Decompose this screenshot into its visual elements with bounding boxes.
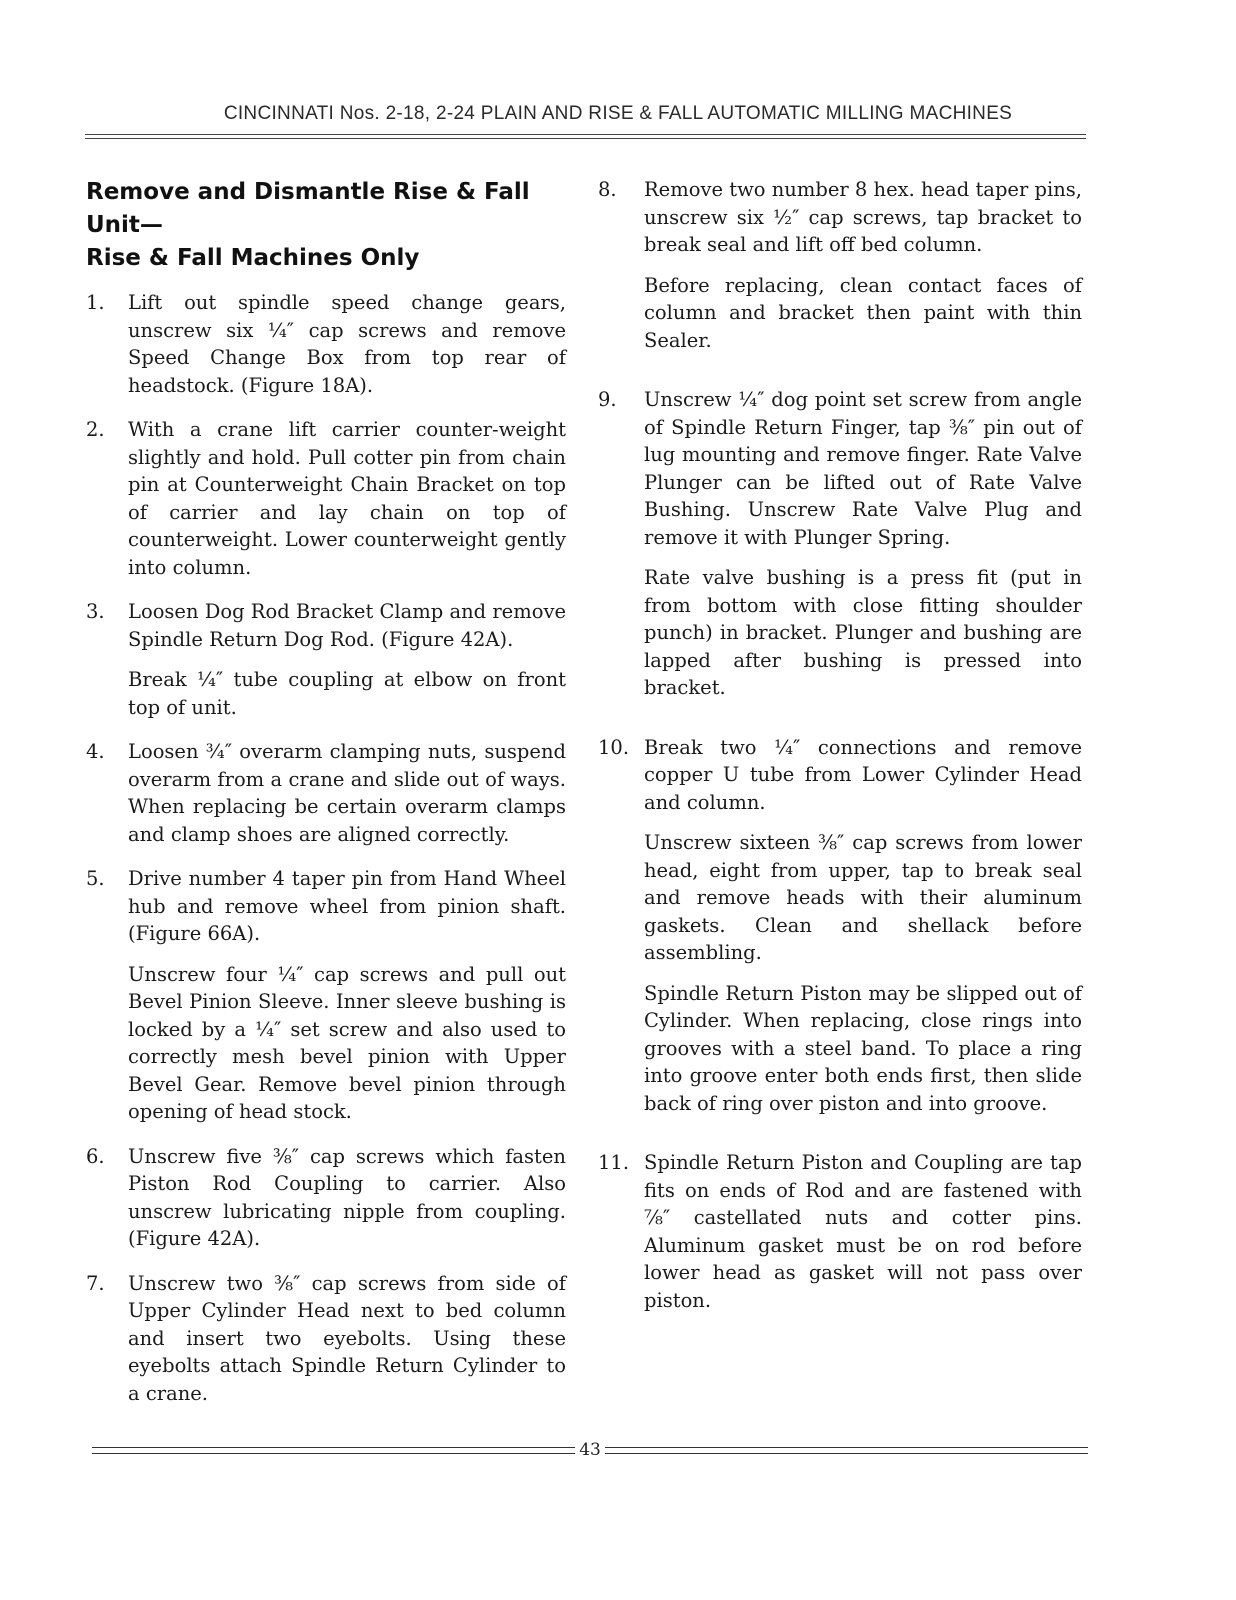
step-text: Remove two number 8 hex. head taper pins, unscrew six ½″ cap screws, tap bracket to break seal and lift off bed column. [644,178,1082,256]
step-10 [598,734,1082,1118]
right-column [598,176,1082,1331]
step-number: 6. [86,1144,105,1168]
section-title-line-1: Remove and Dismantle Rise & Fall Unit— [86,179,530,238]
step-text: With a crane lift carrier counter-weight slightly and hold. Pull cotter pin from chain pin at Counterweight Chain Bracket on top of carrier and lay chain on top of counterweight. Lower counterweight gently into column. [128,418,566,579]
step-number: 10. [598,735,630,759]
step-text: Unscrew five ⅜″ cap screws which fasten Piston Rod Coupling to carrier. Also unscrew lubricating nipple from coupling. (Figure 42A). [128,1144,566,1250]
step-2 [86,416,566,581]
step-number: 7. [86,1271,105,1295]
step-9 [598,386,1082,702]
step-note: Break ¼″ tube coupling at elbow on front top of unit. [128,668,566,719]
step-1 [86,289,566,399]
step-6 [86,1143,566,1253]
footer-rule-left [92,1447,575,1454]
step-note: Before replacing, clean contact faces of column and bracket then paint with thin Sealer. [644,273,1082,352]
step-text: Unscrew two ⅜″ cap screws from side of Upper Cylinder Head next to bed column and insert two eyebolts. Using these eyebolts attach Spindle Return Cylinder to a crane. [128,1271,566,1405]
footer-rule-right [605,1447,1088,1454]
step-text: Break two ¼″ connections and remove copper U tube from Lower Cylinder Head and column. [644,735,1082,814]
step-3 [86,598,566,721]
page-footer [92,1440,1088,1460]
section-title-line-2: Rise & Fall Machines Only [86,245,420,271]
step-number: 4. [86,740,105,763]
step-note: Rate valve bushing is a press fit (put in from bottom with close fitting shoulder punch) in bracket. Plunger and bushing are lapped after bushing is pressed into bracket. [644,566,1082,699]
step-7 [86,1270,566,1408]
step-11 [598,1149,1082,1314]
step-number: 5. [86,867,105,890]
step-4 [86,738,566,848]
step-number: 8. [598,178,617,201]
step-number: 11. [598,1151,630,1174]
step-text: Lift out spindle speed change gears, unscrew six ¼″ cap screws and remove Speed Change Box from top rear of headstock. (Figure 18A). [128,291,566,397]
page-number: 43 [579,1440,601,1460]
step-note: Spindle Return Piston may be slipped out of Cylinder. When replacing, close rings into grooves with a steel band. To place a ring into groove enter both ends first, then slide back of ring over piston and into groove. [644,981,1082,1115]
step-number: 3. [86,600,105,623]
step-text: Spindle Return Piston and Coupling are tap fits on ends of Rod and are fastened with ⅞″ castellated nuts and cotter pins. Aluminum gasket must be on rod before lower head as gasket will not pass over piston. [644,1151,1082,1312]
left-column [86,176,566,1424]
step-text: Unscrew ¼″ dog point set screw from angle of Spindle Return Finger, tap ⅜″ pin out of lug mounting and remove finger. Rate Valve Plunger can be lifted out of Rate Valve Bushing. Unscrew Rate Valve Plug and remove it with Plunger Spring. [644,388,1082,549]
step-number: 9. [598,388,617,411]
step-number: 2. [86,418,105,441]
step-note: Unscrew sixteen ⅜″ cap screws from lower head, eight from upper, tap to break seal and remove heads with their aluminum gaskets. Clean and shellack before assembling. [644,831,1082,964]
header-rule [85,134,1086,135]
running-head: CINCINNATI Nos. 2-18, 2-24 PLAIN AND RISE & FALL AUTOMATIC MILLING MACHINES [223,103,1013,124]
step-note: Unscrew four ¼″ cap screws and pull out Bevel Pinion Sleeve. Inner sleeve bushing is locked by a ¼″ set screw and also used to correctly mesh bevel pinion with Upper Bevel Gear. Remove bevel pinion through opening of head stock. [128,962,566,1123]
step-8 [598,176,1082,354]
step-text: Loosen ¾″ overarm clamping nuts, suspend overarm from a crane and slide out of ways. When replacing be certain overarm clamps and clamp shoes are aligned correctly. [128,740,566,846]
step-text: Drive number 4 taper pin from Hand Wheel hub and remove wheel from pinion shaft. (Figure 66A). [128,867,566,945]
step-number: 1. [86,291,105,314]
section-title [86,176,566,275]
header-rule [85,138,1086,139]
step-5 [86,865,566,1126]
step-text: Loosen Dog Rod Bracket Clamp and remove Spindle Return Dog Rod. (Figure 42A). [128,600,566,651]
